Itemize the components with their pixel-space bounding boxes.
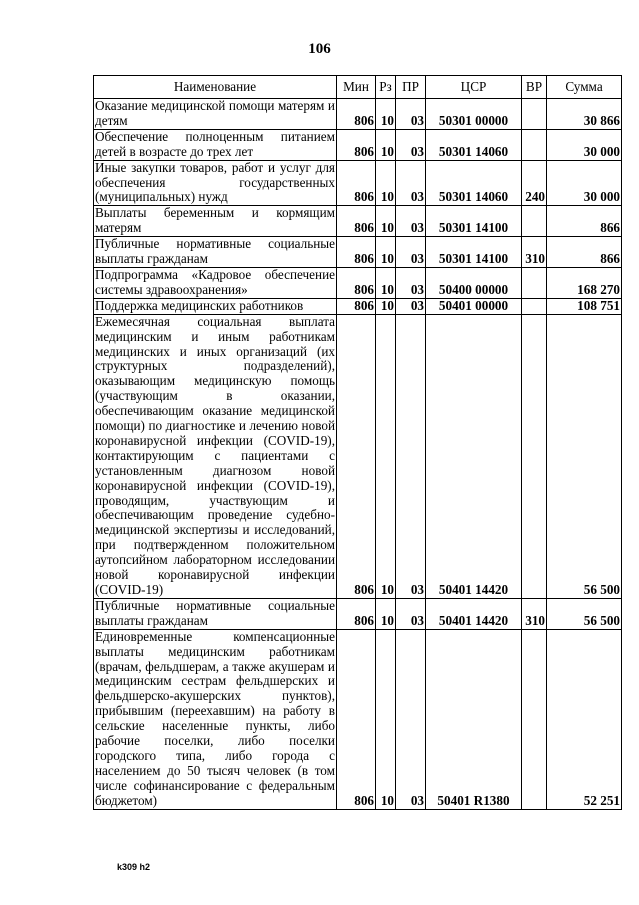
row-sum: 168 270	[547, 267, 622, 298]
row-pr: 03	[396, 160, 426, 206]
row-min: 806	[337, 629, 376, 809]
row-rz: 10	[376, 237, 396, 268]
row-sum: 30 000	[547, 160, 622, 206]
footer-code: k309 h2	[117, 862, 151, 872]
row-vr: 310	[522, 237, 547, 268]
row-vr	[522, 206, 547, 237]
row-min: 806	[337, 267, 376, 298]
table-row	[94, 629, 622, 809]
row-rz: 10	[376, 129, 396, 160]
row-vr: 310	[522, 598, 547, 629]
row-csr: 50301 14060	[426, 129, 522, 160]
row-rz: 10	[376, 160, 396, 206]
row-pr: 03	[396, 314, 426, 598]
row-min: 806	[337, 298, 376, 314]
row-pr: 03	[396, 237, 426, 268]
row-vr	[522, 99, 547, 130]
table-row	[94, 206, 622, 237]
row-min: 806	[337, 160, 376, 206]
row-name: Единовременные компенсационные выплаты медицинским работникам (врачам, фельдшерам, а также акушерам и медицинским сестрам фельдшерских и фельдшерско-акушерских пунктов), прибывшим (переехавшим) на работу в сельские населенные пункты, либо рабочие поселки, либо поселки городского типа, либо города с населением до 50 тысяч человек (в том числе софинансирование с федеральным бюджетом)	[95, 628, 335, 808]
row-rz: 10	[376, 629, 396, 809]
header-pr: ПР	[396, 76, 426, 99]
row-min: 806	[337, 129, 376, 160]
budget-table	[93, 75, 622, 810]
row-vr	[522, 314, 547, 598]
row-min: 806	[337, 314, 376, 598]
header-min: Мин	[337, 76, 376, 99]
row-min: 806	[337, 598, 376, 629]
header-csr: ЦСР	[426, 76, 522, 99]
row-csr: 50401 14420	[426, 314, 522, 598]
row-sum: 52 251	[547, 629, 622, 809]
row-pr: 03	[396, 629, 426, 809]
row-vr	[522, 629, 547, 809]
table-row	[94, 160, 622, 206]
table-header-row	[94, 76, 622, 99]
row-min: 806	[337, 99, 376, 130]
row-min: 806	[337, 206, 376, 237]
row-rz: 10	[376, 314, 396, 598]
row-csr: 50400 00000	[426, 267, 522, 298]
row-vr: 240	[522, 160, 547, 206]
table-row	[94, 267, 622, 298]
row-sum: 56 500	[547, 314, 622, 598]
row-csr: 50301 14060	[426, 160, 522, 206]
row-rz: 10	[376, 99, 396, 130]
row-name: Ежемесячная социальная выплата медицинским и иным работникам медицинских и иных организаций (их структурных подразделений), оказывающим медицинскую помощь (участвующим в оказании, обеспечивающим оказание медицинской помощи) по диагностике и лечению новой коронавирусной инфекции (COVID-19), контактирующим с пациентами с установленным диагнозом новой коронавирусной инфекции (COVID-19), проводящим, участвующим и обеспечивающим проведение судебно-медицинской экспертизы и исследований, при подтвержденном положительном аутопсийном лабораторном исследовании новой коронавирусной инфекции (COVID-19)	[95, 313, 335, 597]
row-csr: 50301 00000	[426, 99, 522, 130]
row-name: Иные закупки товаров, работ и услуг для обеспечения государственных (муниципальных) нужд	[95, 159, 335, 205]
header-rz: Рз	[376, 76, 396, 99]
table-row	[94, 598, 622, 629]
row-name: Оказание медицинской помощи матерям и детям	[95, 98, 335, 128]
table-row	[94, 99, 622, 130]
row-rz: 10	[376, 206, 396, 237]
row-pr: 03	[396, 99, 426, 130]
row-min: 806	[337, 237, 376, 268]
row-sum: 866	[547, 206, 622, 237]
row-pr: 03	[396, 598, 426, 629]
row-csr: 50301 14100	[426, 206, 522, 237]
table-row	[94, 314, 622, 598]
row-name: Обеспечение полноценным питанием детей в возрасте до трех лет	[95, 128, 335, 159]
row-sum: 108 751	[547, 298, 622, 314]
table-row	[94, 237, 622, 268]
row-csr: 50401 14420	[426, 598, 522, 629]
row-name: Выплаты беременным и кормящим матерям	[95, 205, 335, 236]
row-pr: 03	[396, 206, 426, 237]
row-rz: 10	[376, 298, 396, 314]
row-pr: 03	[396, 298, 426, 314]
row-vr	[522, 298, 547, 314]
header-sum: Сумма	[547, 76, 622, 99]
row-csr: 50301 14100	[426, 237, 522, 268]
table-row	[94, 298, 622, 314]
table-row	[94, 129, 622, 160]
row-sum: 866	[547, 237, 622, 268]
row-name: Подпрограмма «Кадровое обеспечение системы здравоохранения»	[95, 266, 335, 297]
header-name: Наименование	[94, 76, 337, 99]
page-number: 106	[308, 41, 331, 57]
row-name: Публичные нормативные социальные выплаты гражданам	[95, 236, 335, 267]
row-sum: 30 866	[547, 99, 622, 130]
row-csr: 50401 00000	[426, 298, 522, 314]
row-name: Поддержка медицинских работников	[94, 298, 337, 314]
row-rz: 10	[376, 267, 396, 298]
row-pr: 03	[396, 129, 426, 160]
row-vr	[522, 129, 547, 160]
row-vr	[522, 267, 547, 298]
row-sum: 56 500	[547, 598, 622, 629]
row-csr: 50401 R1380	[426, 629, 522, 809]
row-pr: 03	[396, 267, 426, 298]
row-sum: 30 000	[547, 129, 622, 160]
header-vr: ВР	[522, 76, 547, 99]
row-rz: 10	[376, 598, 396, 629]
row-name: Публичные нормативные социальные выплаты гражданам	[95, 597, 335, 628]
